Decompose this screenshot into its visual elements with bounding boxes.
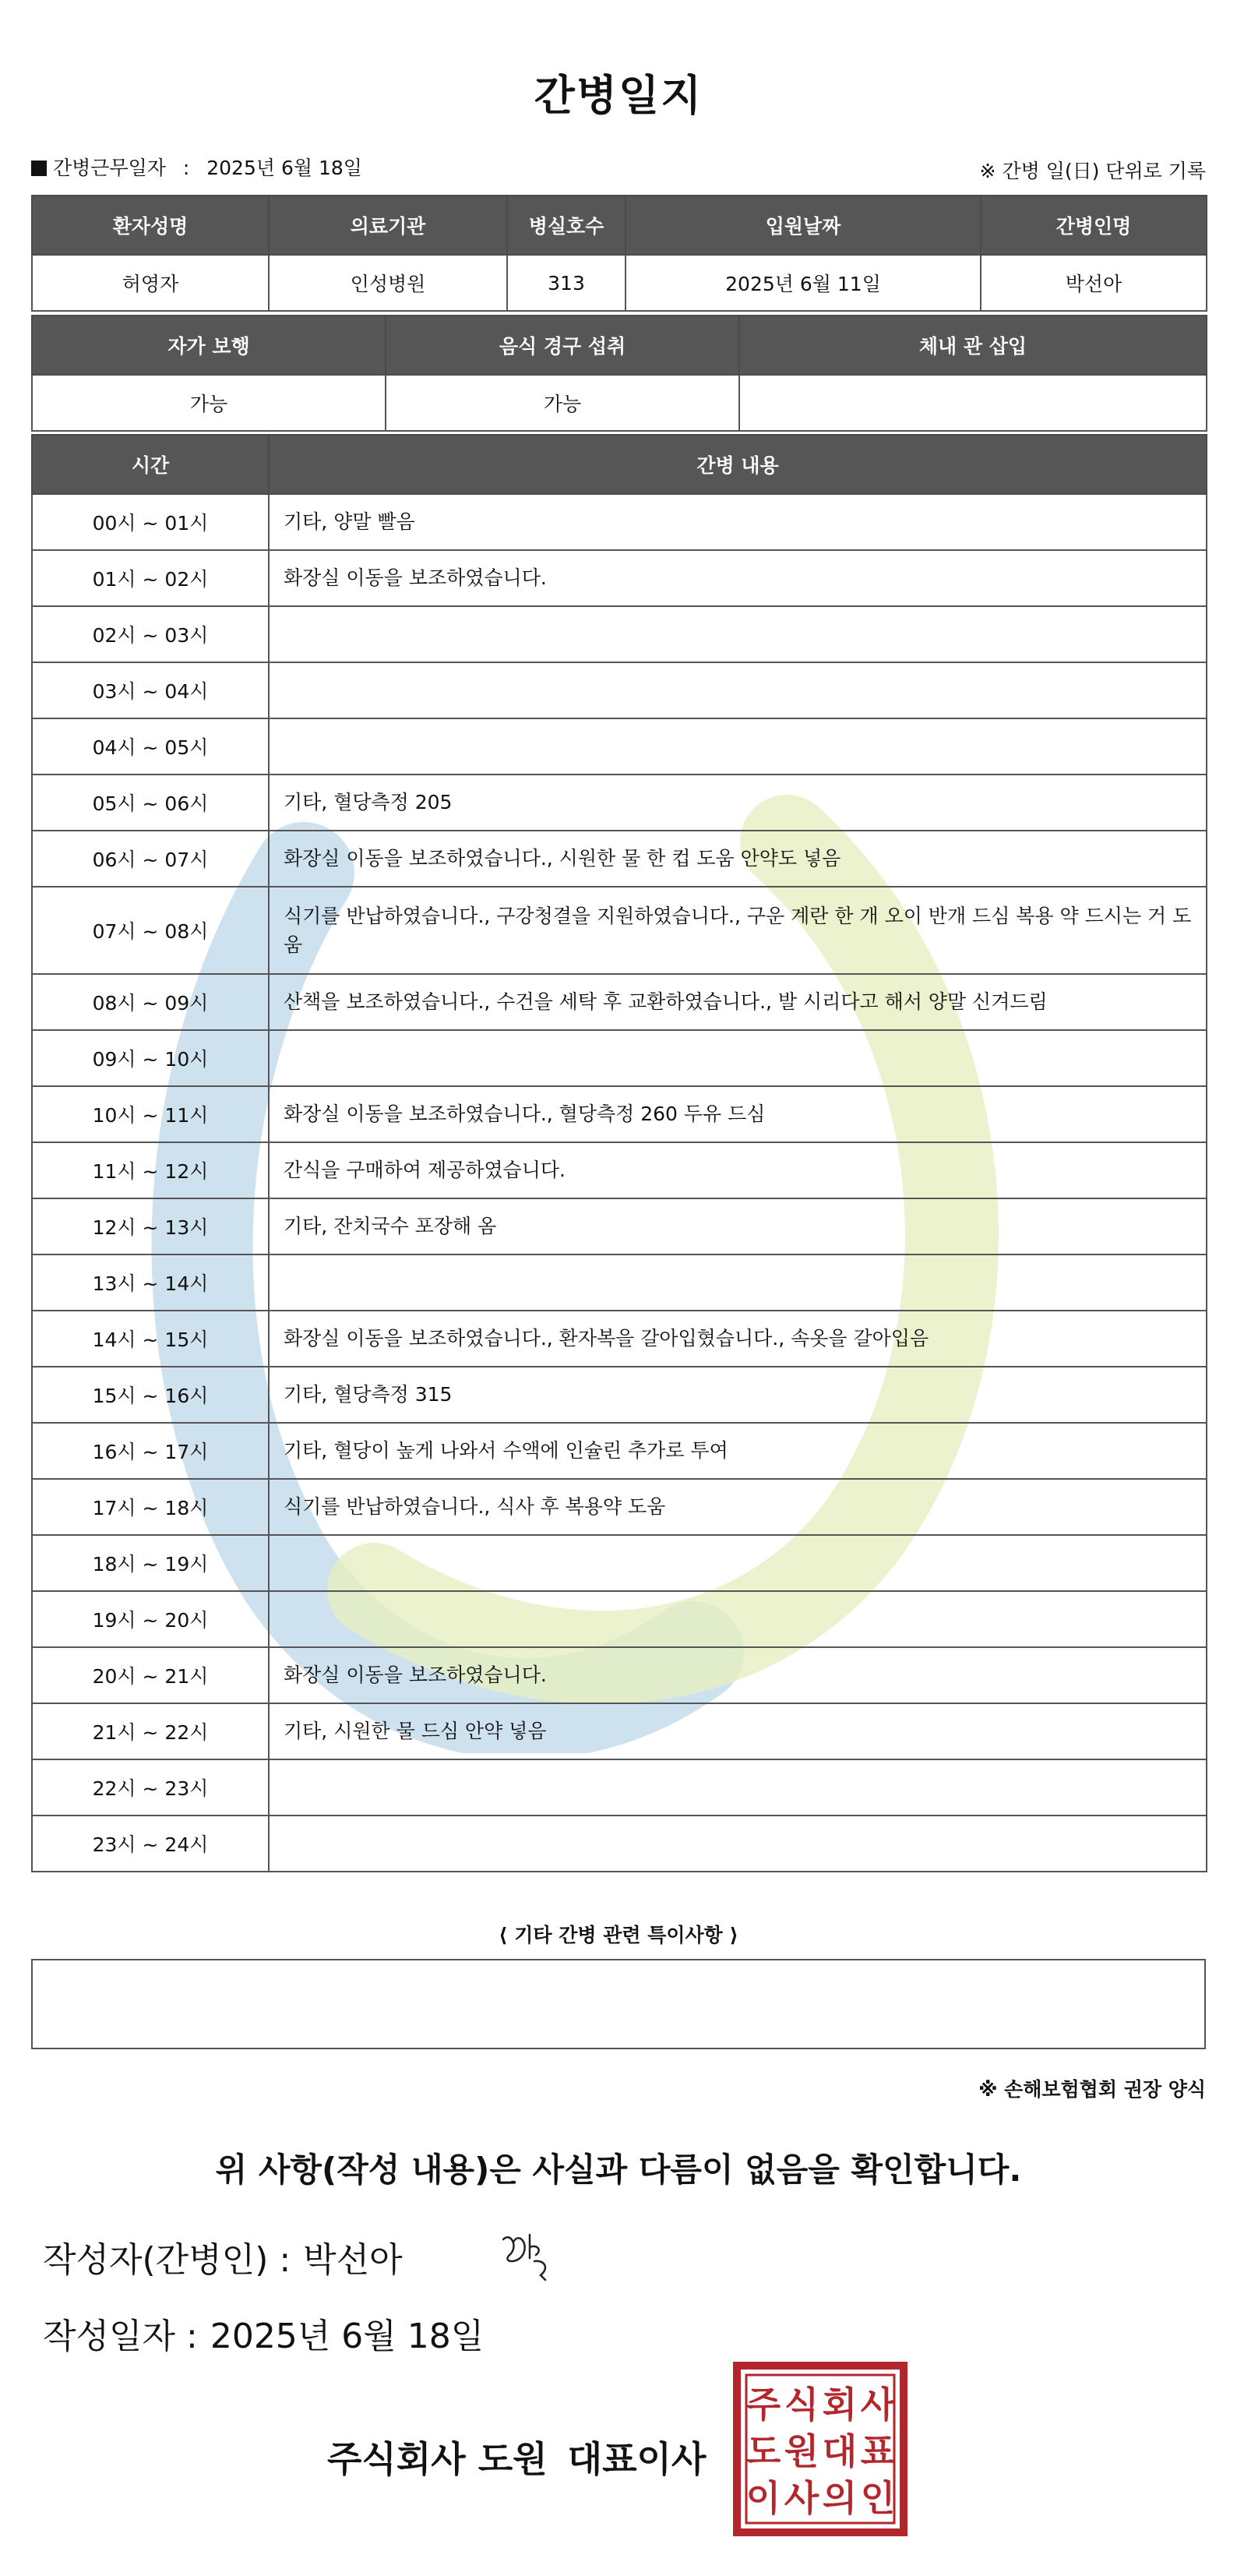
hospital-name: 인성병원 xyxy=(269,255,507,311)
care-log-time: 16시 ~ 17시 xyxy=(32,1423,269,1479)
seal-character: 주 xyxy=(745,2384,781,2426)
room-number: 313 xyxy=(507,255,626,311)
care-log-row xyxy=(32,494,1207,550)
header-caregiver-name: 간병인명 xyxy=(981,196,1207,255)
care-log-time: 04시 ~ 05시 xyxy=(32,718,269,775)
care-log-row xyxy=(32,1423,1207,1479)
header-care-content: 간병 내용 xyxy=(269,435,1207,494)
seal-character: 대 xyxy=(822,2430,858,2472)
care-log-content xyxy=(269,662,1207,718)
care-log-time: 10시 ~ 11시 xyxy=(32,1086,269,1142)
care-log-time: 21시 ~ 22시 xyxy=(32,1703,269,1759)
care-log-time: 22시 ~ 23시 xyxy=(32,1759,269,1816)
care-log-content: 기타, 혈당측정 315 xyxy=(269,1367,1207,1423)
care-log-row xyxy=(32,974,1207,1030)
special-notes-title: ⟨ 기타 간병 관련 특이사항 ⟩ xyxy=(499,1924,738,1946)
admission-date: 2025년 6월 11일 xyxy=(626,255,981,311)
header-tube-insertion: 체내 관 삽입 xyxy=(739,316,1207,375)
care-log-content: 기타, 혈당이 높게 나와서 수액에 인슐린 추가로 투여 xyxy=(269,1423,1207,1479)
seal-character: 의 xyxy=(822,2477,858,2519)
seal-character: 인 xyxy=(860,2477,896,2519)
care-log-row xyxy=(32,1703,1207,1759)
tube-insertion-value xyxy=(739,375,1207,431)
company-name: 주식회사 도원 xyxy=(327,2438,548,2480)
oral-intake-value: 가능 xyxy=(386,375,739,431)
seal-character: 도 xyxy=(745,2430,781,2472)
care-log-time: 06시 ~ 07시 xyxy=(32,831,269,887)
care-log-row xyxy=(32,662,1207,718)
care-log-time: 17시 ~ 18시 xyxy=(32,1479,269,1535)
unit-note: ※ 간병 일(日) 단위로 기록 xyxy=(979,160,1206,182)
special-notes-box xyxy=(31,1959,1206,2049)
care-log-content xyxy=(269,1030,1207,1086)
confirmation-statement: 위 사항(작성 내용)은 사실과 다름이 없음을 확인합니다. xyxy=(215,2151,1022,2189)
care-log-content: 식기를 반납하였습니다., 구강청결을 지원하였습니다., 구운 계란 한 개 오이 반개 드심 복용 약 드시는 거 도움 xyxy=(269,887,1207,974)
ability-table xyxy=(31,315,1207,432)
care-log-time: 07시 ~ 08시 xyxy=(32,887,269,974)
care-log-row xyxy=(32,1367,1207,1423)
care-log-content: 기타, 양말 빨음 xyxy=(269,494,1207,550)
care-log-time: 05시 ~ 06시 xyxy=(32,775,269,831)
care-log-row xyxy=(32,1759,1207,1816)
care-log-time: 00시 ~ 01시 xyxy=(32,494,269,550)
care-log-time: 09시 ~ 10시 xyxy=(32,1030,269,1086)
written-date-line xyxy=(43,2308,484,2358)
signature-icon xyxy=(495,2224,566,2286)
care-log-content: 기타, 시원한 물 드심 안약 넣음 xyxy=(269,1703,1207,1759)
header-room-number: 병실호수 xyxy=(507,196,626,255)
header-patient-name: 환자성명 xyxy=(32,196,269,255)
care-log-time: 02시 ~ 03시 xyxy=(32,606,269,662)
care-log-content: 화장실 이동을 보조하였습니다. xyxy=(269,1647,1207,1703)
care-log-header-row xyxy=(32,435,1207,494)
care-log-content: 식기를 반납하였습니다., 식사 후 복용약 도움 xyxy=(269,1479,1207,1535)
care-log-row xyxy=(32,1142,1207,1198)
header-time: 시간 xyxy=(32,435,269,494)
header-hospital: 의료기관 xyxy=(269,196,507,255)
writer-name: 박선아 xyxy=(303,2240,403,2280)
work-date-label: 간병근무일자 xyxy=(53,157,166,179)
work-date-value: 2025년 6월 18일 xyxy=(206,157,362,179)
care-log-time: 18시 ~ 19시 xyxy=(32,1535,269,1591)
care-log-time: 12시 ~ 13시 xyxy=(32,1198,269,1254)
care-log-content xyxy=(269,1591,1207,1647)
care-log-time: 15시 ~ 16시 xyxy=(32,1367,269,1423)
recommended-form-note: ※ 손해보험협회 권장 양식 xyxy=(978,2078,1206,2101)
written-date-value: 2025년 6월 18일 xyxy=(210,2317,485,2356)
care-log-content xyxy=(269,1535,1207,1591)
work-date-line xyxy=(31,153,362,181)
care-log-time: 01시 ~ 02시 xyxy=(32,550,269,606)
self-walking-value: 가능 xyxy=(32,375,386,431)
caregiver-name: 박선아 xyxy=(981,255,1207,311)
care-log-content: 기타, 잔치국수 포장해 옴 xyxy=(269,1198,1207,1254)
care-log-time: 23시 ~ 24시 xyxy=(32,1816,269,1872)
care-log-time: 19시 ~ 20시 xyxy=(32,1591,269,1647)
document-title: 간병일지 xyxy=(534,71,703,120)
care-log-content: 화장실 이동을 보조하였습니다., 시원한 물 한 컵 도움 안약도 넣음 xyxy=(269,831,1207,887)
care-log-row xyxy=(32,775,1207,831)
care-log-row xyxy=(32,1816,1207,1872)
care-log-body xyxy=(32,494,1207,1872)
care-log-time: 14시 ~ 15시 xyxy=(32,1311,269,1367)
care-log-content: 화장실 이동을 보조하였습니다., 혈당측정 260 두유 드심 xyxy=(269,1086,1207,1142)
care-log-content: 산책을 보조하였습니다., 수건을 세탁 후 교환하였습니다., 발 시리다고 해서 양말 신겨드림 xyxy=(269,974,1207,1030)
writer-label: 작성자(간병인) : xyxy=(43,2240,291,2280)
work-date-separator: : xyxy=(182,157,190,179)
header-self-walking: 자가 보행 xyxy=(32,316,386,375)
care-log-content xyxy=(269,1759,1207,1816)
care-log-row xyxy=(32,1086,1207,1142)
seal-character: 이 xyxy=(745,2477,781,2519)
care-log-row xyxy=(32,1591,1207,1647)
care-log-content: 화장실 이동을 보조하였습니다., 환자복을 갈아입혔습니다., 속옷을 갈아입음 xyxy=(269,1311,1207,1367)
seal-character: 회 xyxy=(822,2384,858,2426)
seal-character: 사 xyxy=(860,2384,896,2426)
care-log-row xyxy=(32,550,1207,606)
care-log-row xyxy=(32,1254,1207,1311)
written-date-label: 작성일자 : xyxy=(43,2317,198,2356)
representative-title: 대표이사 xyxy=(567,2438,707,2480)
company-line xyxy=(327,2431,706,2482)
care-log-content xyxy=(269,1816,1207,1872)
seal-character: 사 xyxy=(784,2477,819,2519)
care-log-row xyxy=(32,1535,1207,1591)
care-log-row xyxy=(32,1030,1207,1086)
seal-character: 식 xyxy=(784,2384,819,2426)
ability-header-row xyxy=(32,316,1207,375)
care-log-time: 03시 ~ 04시 xyxy=(32,662,269,718)
patient-info-value-row xyxy=(32,255,1207,311)
care-log-row xyxy=(32,1647,1207,1703)
care-log-row xyxy=(32,1479,1207,1535)
care-log-time: 11시 ~ 12시 xyxy=(32,1142,269,1198)
care-log-content: 간식을 구매하여 제공하였습니다. xyxy=(269,1142,1207,1198)
patient-info-table xyxy=(31,195,1207,312)
care-log-row xyxy=(32,1311,1207,1367)
company-seal-icon xyxy=(732,2361,908,2537)
seal-character: 표 xyxy=(860,2430,896,2472)
care-log-row xyxy=(32,831,1207,887)
seal-character: 원 xyxy=(784,2430,819,2472)
care-log-time: 13시 ~ 14시 xyxy=(32,1254,269,1311)
care-log-content xyxy=(269,1254,1207,1311)
care-log-content: 화장실 이동을 보조하였습니다. xyxy=(269,550,1207,606)
patient-name: 허영자 xyxy=(32,255,269,311)
care-log-row xyxy=(32,718,1207,775)
square-bullet-icon xyxy=(31,161,47,176)
care-log-row xyxy=(32,606,1207,662)
care-log-content xyxy=(269,606,1207,662)
care-log-time: 20시 ~ 21시 xyxy=(32,1647,269,1703)
care-log-time: 08시 ~ 09시 xyxy=(32,974,269,1030)
care-log-table xyxy=(31,434,1207,1872)
header-oral-intake: 음식 경구 섭취 xyxy=(386,316,739,375)
care-log-row xyxy=(32,887,1207,974)
header-admission-date: 입원날짜 xyxy=(626,196,981,255)
care-log-content xyxy=(269,718,1207,775)
care-log-row xyxy=(32,1198,1207,1254)
care-log-content: 기타, 혈당측정 205 xyxy=(269,775,1207,831)
patient-info-header-row xyxy=(32,196,1207,255)
ability-value-row xyxy=(32,375,1207,431)
writer-line xyxy=(43,2232,403,2281)
